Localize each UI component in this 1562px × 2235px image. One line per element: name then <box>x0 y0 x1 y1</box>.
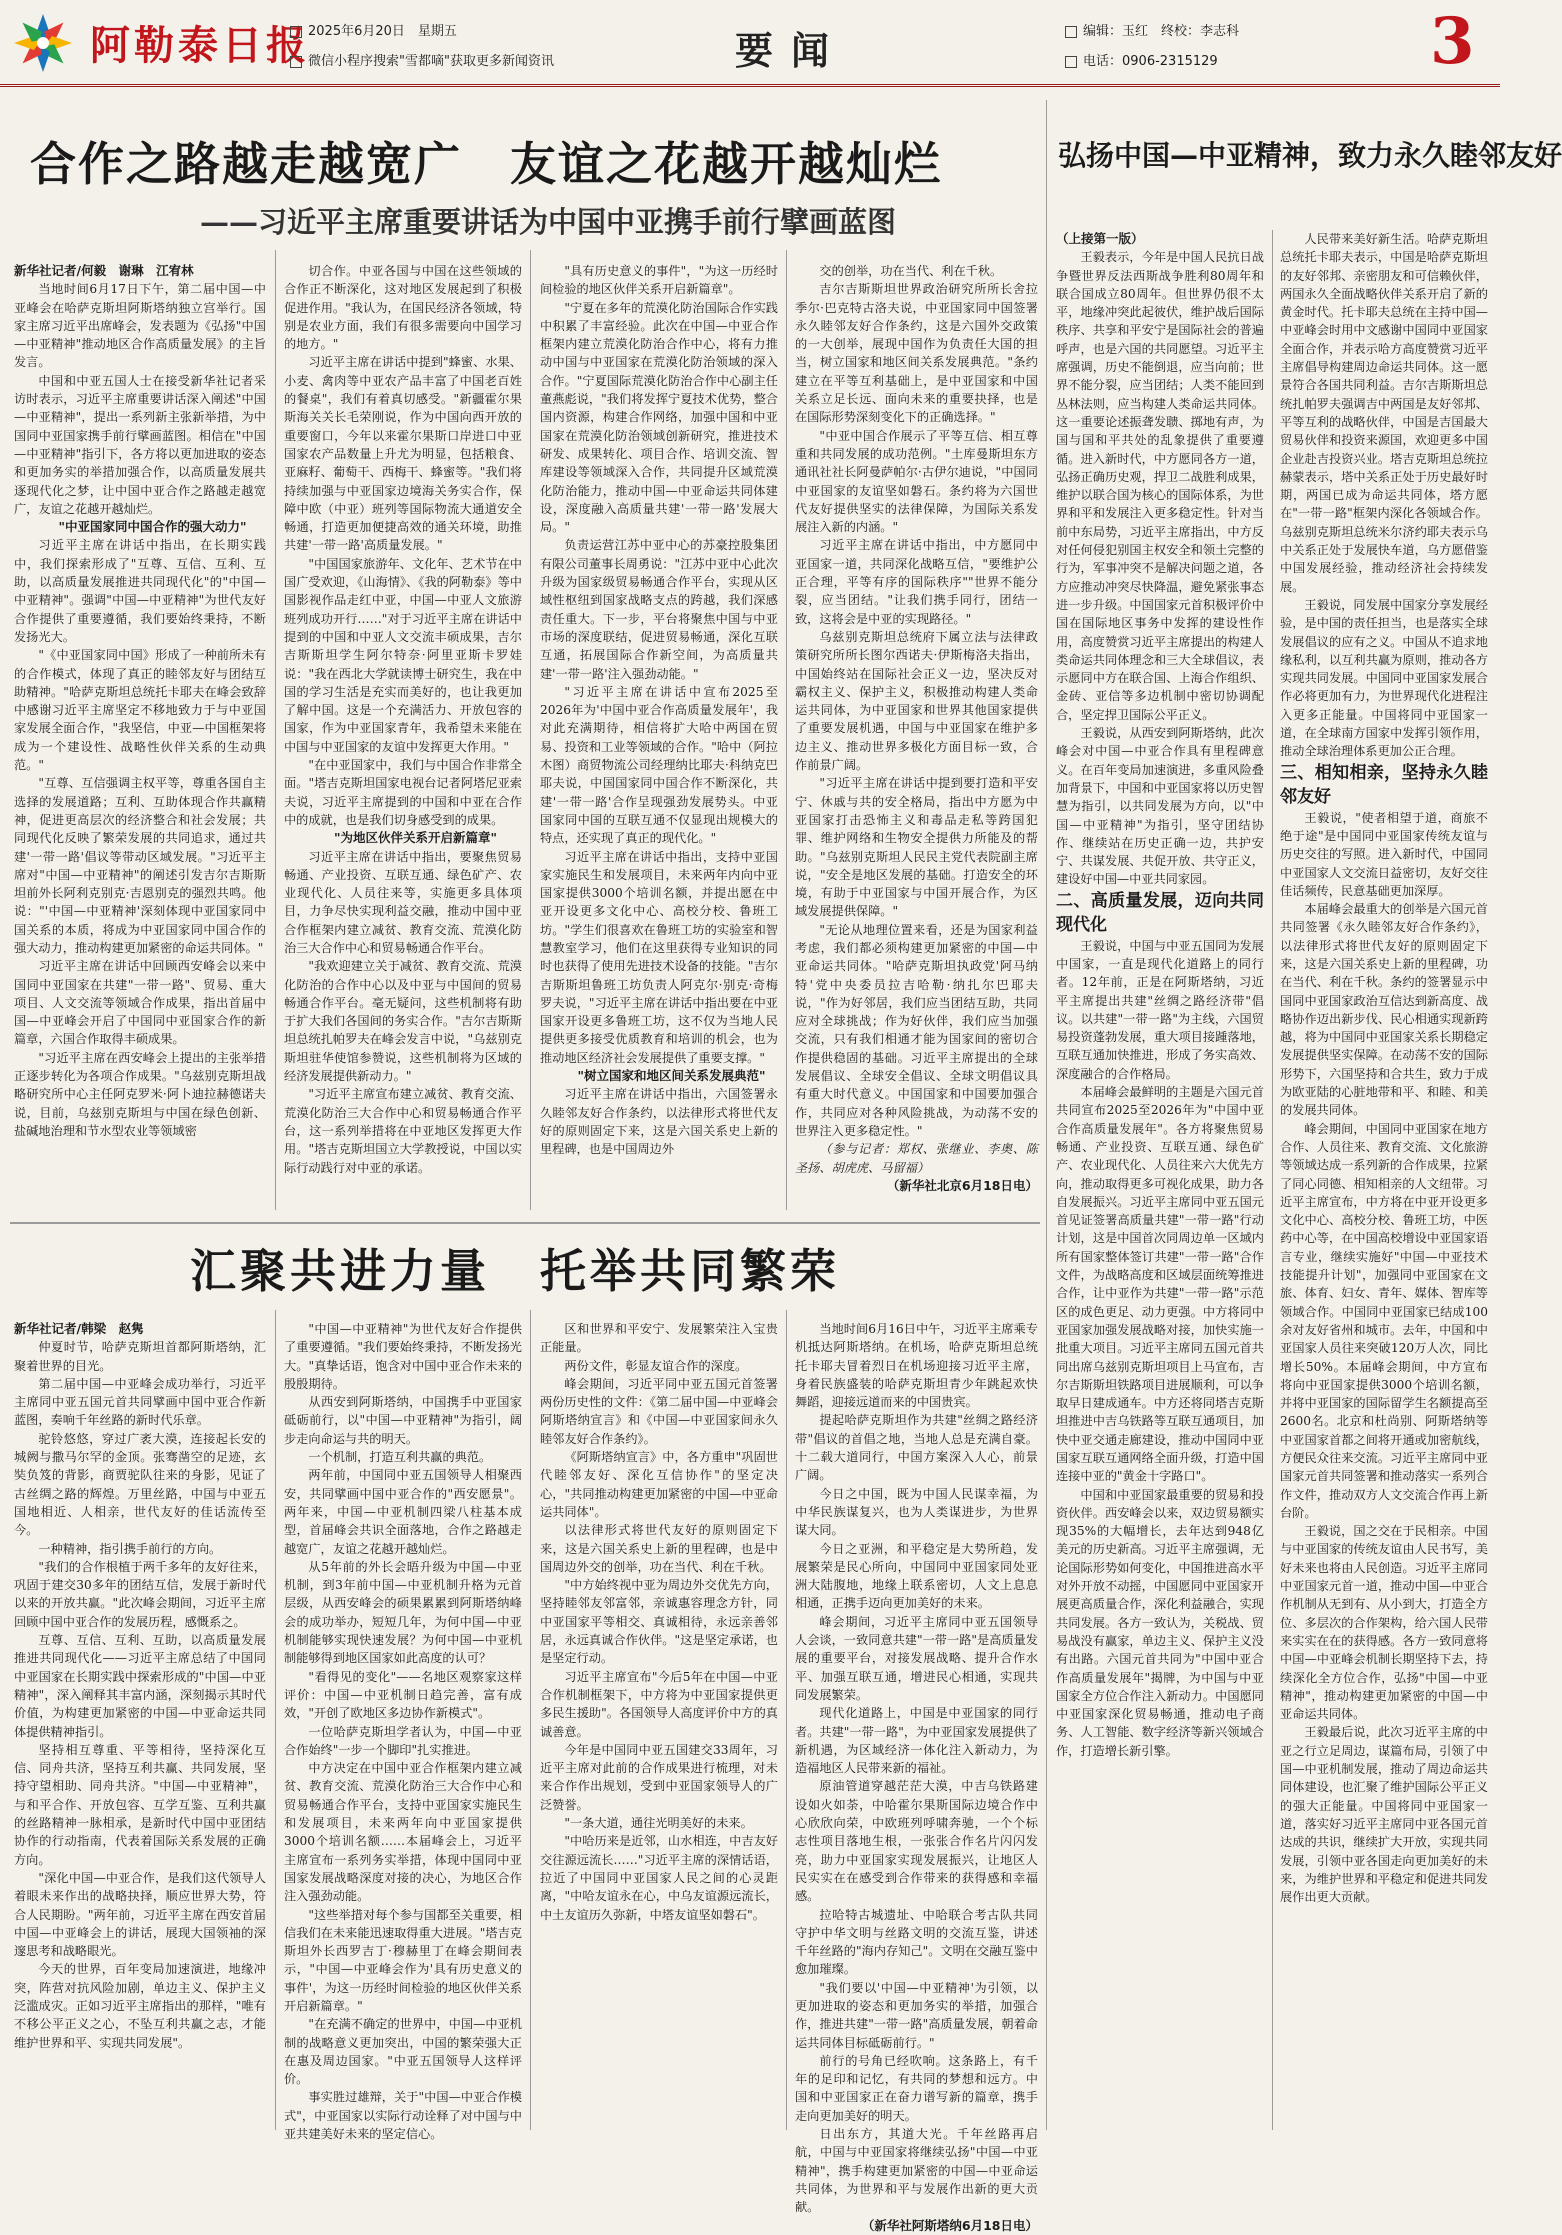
paragraph: 现代化道路上，中国是中亚国家的同行者。共建"一带一路"，为中亚国家发展提供了新机遇，为区域经济一体化注入新动力，为造福地区人民带来新的福祉。 <box>795 1706 1038 1776</box>
lead-signoff: （新华社北京6月18日电） <box>886 1177 1038 1193</box>
divider-vertical <box>1046 100 1047 2130</box>
sidebar-headline: 弘扬中国—中亚精神，致力永久睦邻友好 <box>1058 139 1562 172</box>
lead-col2b-body <box>284 848 522 1177</box>
contact-phone-text: 电话：0906-2315129 <box>1083 54 1218 69</box>
newspaper-logo-icon <box>12 12 74 74</box>
paragraph: 习近平主席宣布"今后5年在中国—中亚合作机制框架下，中方将为中亚国家提供更多民生援助"。各国领导人高度评价中方的真诚善意。 <box>540 1669 778 1739</box>
lead-col3-body <box>540 262 778 1067</box>
paragraph: 一种精神，指引携手前行的方向。 <box>38 1541 222 1556</box>
paragraph: "看得见的变化"——名地区观察家这样评价：中国—中亚机制日趋完善，富有成效，"开创了欧地区多边协作新模式"。 <box>284 1669 522 1721</box>
paragraph: 日出东方，其道大光。千年丝路再启航，中国与中亚国家将继续弘扬"中国—中亚精神"，携手构建更加紧密的中国—中亚命运共同体，为世界和平与发展作出新的更大贡献。 <box>795 2127 1038 2215</box>
paragraph: "宁夏在多年的荒漠化防治国际合作实践中积累了丰富经验。此次在中国—中亚合作框架内建立荒漠化防治合作中心，将有力推动中国与中亚国家在荒漠化防治领域的深入合作。"宁夏国际荒漠化防治合作中心副主任董燕彪说，"我们将发挥宁夏技术优势，整合国内资源，构建合作网络，加强中国和中亚国家在荒漠化防治领域创新研究，推进技术研发、成果转化、项目合作、培训交流、智库建设等领域深入合作，共同提升区域荒漠化防治能力，推动中国—中亚命运共同体建设，深度融入高质量共建'一带一路'发展大局。" <box>540 300 778 535</box>
lead-subhead-2: "为地区伙伴关系开启新篇章" <box>333 830 498 846</box>
paragraph: "在充满不确定的世界中，中国—中亚机制的战略意义更加突出，中国的繁荣强大正在惠及周边国家。"中亚五国领导人这样评价。 <box>284 2017 522 2087</box>
column-divider <box>530 250 531 1210</box>
paragraph: 坚持相互尊重、平等相待，坚持深化互信、同舟共济，坚持互利共赢、共同发展，坚持守望相助、同舟共济。"中国—中亚精神"，与和平合作、开放包容、互学互鉴、互利共赢的丝路精神一脉相承，是新时代中国中亚团结协作的行动指南，代表着国际关系发展的正确方向。 <box>14 1742 266 1867</box>
paragraph: "我们的合作根植于两千多年的友好往来，巩固于建交30多年的团结互信，发展于新时代以来的开放共赢。"此次峰会期间，习近平主席回顾中国中亚合作的发展历程，感慨系之。 <box>14 1559 266 1629</box>
column-divider <box>786 250 787 1210</box>
sidebar-column-1 <box>1056 230 1264 2130</box>
paragraph: 王毅说，国之交在于民相亲。中国与中亚国家的传统友谊由人民书写，美好未来也将由人民创造。习近平主席同中亚国家元首一道，推动中国—中亚合作机制从无到有、从小到大，打造全方位、多层次的合作架构，给六国人民带来实实在在的获得感。各方一致同意将中国—中亚峰会机制长期坚持下去，持续深化全方位合作，弘扬"中国—中亚精神"，推动构建更加紧密的中国—中亚命运共同体。 <box>1280 1524 1488 1722</box>
paragraph: 原油管道穿越茫茫大漠，中吉乌铁路建设如火如荼，中哈霍尔果斯国际边境合作中心欣欣向荣，中欧班列呼啸奔驰，一个个标志性项目落地生根，一张张合作名片闪闪发亮，助力中亚国家实现发展振兴，让地区人民实实在在感受到合作带来的获得感和幸福感。 <box>795 1779 1038 1904</box>
paragraph: 切合作。中亚各国与中国在这些领域的合作正不断深化，这对地区发展起到了积极促进作用。"我认为，在国民经济各领域，特别是农业方面，我们有很多需要向中国学习的地方。" <box>284 264 522 352</box>
column-divider <box>275 1310 276 2130</box>
column-divider <box>1272 230 1273 2130</box>
checkbox-square-icon <box>290 56 302 68</box>
lead-col1-body <box>14 280 266 518</box>
paragraph: 今日之亚洲，和平稳定是大势所趋，发展繁荣是民心所向，中国同中亚国家同处亚洲大陆腹地，地缘上联系密切，人文上息息相通，正携手迈向更加美好的未来。 <box>795 1541 1038 1611</box>
paragraph: 负责运营江苏中亚中心的苏豪控股集团有限公司董事长周勇说："江苏中亚中心此次升级为国家级贸易畅通合作平台，实现从区域性枢纽到国家战略支点的跨越，我们深感责任重大。下一步，平台将聚焦中国与中亚市场的深度联结，促进贸易畅通，深化互联互通，拓展国际合作新空间，为高质量共建'一带一路'注入强劲动能。" <box>540 538 778 681</box>
paragraph: "习近平主席在西安峰会上提出的主张举措正逐步转化为各项合作成果。"乌兹别克斯坦战略研究所中心主任阿克罗米·阿卜迪拉赫德诺夫说，目前，乌兹别克斯坦与中国在绿色创新、盐碱地治理和节水型农业等领域密 <box>14 1050 266 1138</box>
lead-col4-body <box>795 262 1038 1140</box>
paragraph: 当地时间6月17日下午，第二届中国—中亚峰会在哈萨克斯坦阿斯塔纳独立宫举行。国家主席习近平出席峰会，发表题为《弘扬"中国—中亚精神"推动地区合作高质量发展》的主旨发言。 <box>14 282 266 370</box>
second-byline: 新华社记者/韩梁 赵隽 <box>14 1321 144 1336</box>
second-col1-body <box>14 1338 266 2052</box>
second-col3-body <box>540 1320 778 1924</box>
paragraph: 拉哈特古城遗址、中哈联合考古队共同守护中华文明与丝路文明的交流互鉴，讲述千年丝路的"海内存知己"。文明在交融互鉴中愈加璀璨。 <box>795 1907 1038 1977</box>
paragraph: 两年前，中国同中亚五国领导人相聚西安，共同擘画中国中亚合作的"西安愿景"。两年来，中国—中亚机制四梁八柱基本成型，首届峰会共识全面落地，合作之路越走越宽广，友谊之花越开越灿烂。 <box>284 1468 522 1556</box>
paragraph: 王毅说，同发展中国家分享发展经验，是中国的责任担当，也是落实全球发展倡议的应有之义。中国从不追求地缘私利，以互利共赢为原则，推动各方实现共同发展。中国同中亚国家发展合作必将更加有力，为世界现代化进程注入更多正能量。中国将同中亚国家一道，在全球南方国家中发挥引领作用，推动全球治理体系更加公正合理。 <box>1280 597 1488 759</box>
paragraph: 从5年前的外长会晤升级为中国—中亚机制，到3年前中国—中亚机制升格为元首层级，从西安峰会的硕果累累到阿斯塔纳峰会的成功举办，短短几年，为何中国—中亚机制能够实现快速发展？为何中国—中亚机制能够得到地区国家如此高度的认可？ <box>284 1559 522 1666</box>
second-col4-body <box>795 1320 1038 2217</box>
paragraph: 一个机制，打造互利共赢的典范。 <box>308 1450 492 1465</box>
sidebar-column-2 <box>1280 230 1488 2130</box>
paragraph: 中国和中亚五国人士在接受新华社记者采访时表示，习近平主席重要讲话深入阐述"中国—中亚精神"，提出一系列新主张新举措，为中国同中亚国家携手前行擘画蓝图。相信在"中国—中亚精神"指引下，各方将以更加进取的姿态和更加务实的举措加强合作，以高质量发展共逐现代化之梦，让中国中亚合作之路越走越宽广，友谊之花越开越灿烂。 <box>14 373 266 516</box>
paragraph: 一位哈萨克斯坦学者认为，中国—中亚合作始终"一步一个脚印"扎实推进。 <box>284 1724 522 1757</box>
paragraph: 今天的世界，百年变局加速演进，地缘冲突，阵营对抗风险加剧，单边主义、保护主义泛滥成灾。正如习近平主席指出的那样，"唯有不移公平正义之心，不坠互利共赢之志，才能维护世界和平、实现共同发展"。 <box>14 1962 266 2050</box>
second-column-3 <box>540 1320 778 2130</box>
paragraph: 驼铃悠悠，穿过广袤大漠，连接起长安的城阙与撒马尔罕的金顶。张骞凿空的足迹，玄奘负笈的背影，商贾驼队往来的身影，见证了古丝绸之路的辉煌。万里丝路，中国与中亚五国地相近、人相亲，世代友好的佳话流传至今。 <box>14 1431 266 1538</box>
lead-headline: 合作之路越走越宽广 友谊之花越开越灿烂 <box>30 137 942 191</box>
paragraph: 习近平主席在讲话中提到"蜂蜜、水果、小麦、禽肉等中亚农产品丰富了中国老百姓的餐桌"，我们有着真切感受。"新疆霍尔果斯海关关长毛荣刚说，作为中国向西开放的重要窗口，今年以来霍尔果斯口岸进口中亚国家农产品数量上升尤为明显，包括粮食、亚麻籽、葡萄干、西梅干、蜂蜜等。"我们将持续加强与中亚国家边境海关务实合作，保障中欧（中亚）班列等国际物流大通道安全畅通，打造更加便捷高效的通关环境，助推共建'一带一路'高质量发展。" <box>284 355 522 553</box>
paragraph: "这些举措对每个参与国都至关重要，相信我们在未来能迅速取得重大进展。"塔吉克斯坦外长西罗吉丁·穆赫里丁在峰会期间表示，"中国—中亚峰会作为'具有历史意义的事件'，为这一历经时间检验的地区伙伴关系开启新篇章。" <box>284 1907 522 2013</box>
paragraph: 中国和中亚国家最重要的贸易和投资伙伴。西安峰会以来，双边贸易额实现35%的大幅增长，去年达到948亿美元的历史新高。习近平主席强调，无论国际形势如何变化，中国推进高水平对外开放不动摇，中国愿同中亚国家开展更高质量合作，深化利益融合，实现共同发展。各方一致认为，关税战、贸易战没有赢家，单边主义、保护主义没有出路。六国元首共同为"中国中亚合作高质量发展年"揭牌，为中国与中亚国家全方位合作注入新动力。中国愿同中亚国家深化贸易畅通，推动电子商务、人工智能、数字经济等新兴领域合作，打造增长新引擎。 <box>1056 1487 1264 1758</box>
newspaper-name: 阿勒泰日报 <box>90 23 310 69</box>
sidebar-col2b-body <box>1280 809 1488 1907</box>
issue-date <box>290 20 457 39</box>
paragraph: 人民带来美好新生活。哈萨克斯坦总统托卡耶夫表示，中国是哈萨克斯坦的友好邻邦、亲密朋友和可信赖伙伴，两国永久全面战略伙伴关系开启了新的黄金时代。托卡耶夫总统在主持中国—中亚峰会时用中文感谢中国同中亚国家全面合作，并表示哈方高度赞赏习近平主席倡导构建周边命运共同体。这一愿景符合各国共同利益。吉尔吉斯斯坦总统扎帕罗夫强调吉中两国是友好邻邦、平等互利的战略伙伴，中国是吉国最大贸易伙伴和投资来源国，欢迎更多中国企业赴吉投资兴业。塔吉克斯坦总统拉赫蒙表示，塔中关系正处于历史最好时期，两国已成为命运共同体，塔方愿在"一带一路"框架内深化各领域合作。乌兹别克斯坦总统米尔济约耶夫表示乌中关系正处于发展快车道，乌方愿借鉴中国发展经验，推动经济社会持续发展。 <box>1280 232 1488 594</box>
paragraph: 王毅说，从西安到阿斯塔纳，此次峰会对中国—中亚合作具有里程碑意义。在百年变局加速演进，多重风险叠加背景下，中国和中亚国家将以历史智慧为指引，以共同发展为方向，以"中国—中亚精神"为指引，坚守团结协作、继续站在历史正确一边，共护安宁、共谋发展、共促开放、共守正义，建设好中国—中亚共同家园。 <box>1056 726 1264 887</box>
paragraph: "深化中国—中亚合作，是我们这代领导人着眼未来作出的战略抉择，顺应世界大势，符合人民期盼。"两年前，习近平主席在西安首届中国—中亚峰会上的讲话，展现大国领袖的深邃思考和战略眼光。 <box>14 1870 266 1959</box>
lead-subhead-3: "树立国家和地区间关系发展典范" <box>577 1068 766 1084</box>
paragraph: "互尊、互信强调主权平等，尊重各国自主选择的发展道路；互利、互助体现合作共赢精神，促进更高层次的经济整合和社会发展；共同现代化反映了繁荣发展的共同追求，通过共建'一带一路'倡议等带动区域发展。"习近平主席对"中国—中亚精神"的阐述引发吉尔吉斯斯坦前外长阿利克别克·吉恩别克的强烈共鸣。他说："'中国—中亚精神'深刻体现中亚国家同中国关系的本质，将成为中亚国家同中国合作的强大动力，推动构建更加紧密的命运共同体。" <box>14 776 266 955</box>
editor-credits-text: 编辑：玉红 终校：李志科 <box>1083 24 1240 39</box>
lead-column-4 <box>795 262 1038 1212</box>
paragraph: 从西安到阿斯塔纳，中国携手中亚国家砥砺前行，以"中国—中亚精神"为指引，阔步走向命运与共的明天。 <box>284 1395 522 1446</box>
lead-column-2 <box>284 262 522 1212</box>
lead-subheadline: ——习近平主席重要讲话为中国中亚携手前行擘画蓝图 <box>200 205 897 239</box>
sidebar-subhead-3: 三、相知相亲，坚持永久睦邻友好 <box>1280 762 1488 807</box>
paragraph: 以法律形式将世代友好的原则固定下来，这是六国关系史上新的里程碑，也是中国周边外交的创举，功在当代、利在千秋。 <box>540 1523 778 1574</box>
paragraph: 提起哈萨克斯坦作为共建"丝绸之路经济带"倡议的首倡之地，当地人总是充满自豪。十二载大道同行，中国方案深入人心，前景广阔。 <box>795 1413 1038 1483</box>
paragraph: "无论从地理位置来看，还是为国家利益考虑，我们都必须构建更加紧密的中国—中亚命运共同体。"哈萨克斯坦执政党'阿马纳特'党中央委员拉吉哈勒·纳扎尔巴耶夫说，"作为好邻居，我们应当团结互助，共同应对全球挑战；作为好伙伴，我们应当加强交流，只有我们相通才能为国家间的密切合作提供稳固的基础。习近平主席提出的全球发展倡议、全球安全倡议、全球文明倡议具有重大时代意义。中国国家和中国要加强合作，共同应对各种风险挑战，为动荡不安的世界注入更多稳定性。" <box>795 922 1038 1138</box>
paragraph: 中方决定在中国中亚合作框架内建立减贫、教育交流、荒漠化防治三大合作中心和贸易畅通合作平台，支持中亚国家实施民生和发展项目，未来两年向中亚国家提供3000个培训名额……本届峰会上，习近平主席宣布一系列务实举措，体现中国同中亚国家发展战略深度对接的决心，为地区合作注入强劲动能。 <box>284 1761 522 1904</box>
second-signoff: （新华社阿斯塔纳6月18日电） <box>861 2217 1038 2233</box>
paragraph: 王毅说，"使者相望于道，商旅不绝于途"是中国同中亚国家传统友谊与历史交往的写照。进入新时代，中国同中亚国家人文交流日益密切，友好交往佳话频传，民意基础更加深厚。 <box>1280 810 1488 898</box>
editor-credits <box>1065 20 1239 39</box>
paragraph: 两份文件，彰显友谊合作的深度。 <box>564 1358 748 1373</box>
contributors: （参与记者：郑权、张继业、李奥、陈圣扬、胡虎虎、马留福） <box>795 1142 1038 1175</box>
paragraph: 习近平主席在讲话中指出，在长期实践中，我们探索形成了"互尊、互信、互利、互助，以高质量发展推进共同现代化"的"中国—中亚精神"。强调"中国—中亚精神"为世代友好合作提供了重要遵循，我们要始终秉持，不断发扬光大。 <box>14 538 266 644</box>
sidebar-subhead-2: 二、高质量发展，迈向共同现代化 <box>1056 890 1264 935</box>
column-divider <box>275 250 276 1210</box>
sidebar-col1b-body <box>1056 937 1264 1760</box>
paragraph: "中国国家旅游年、文化年、艺术节在中国广受欢迎，《山海情》、《我的阿勒泰》等中国影视作品走红中亚，中国—中亚人文旅游班列成功开行……"对于习近平主席在讲话中提到的中国和中亚人文交流丰硕成果，吉尔吉斯斯坦学生阿尔特奈·阿里亚斯卡罗娃说："我在西北大学就读博士研究生，我在中国的学习生活是充实而美好的，也让我更加了解中国。这是一个充满活力、开放包容的国家，作为中亚国家青年，我希望未来能在中国与中亚国家的友谊中发挥更大作用。" <box>284 556 522 754</box>
column-divider <box>786 1310 787 2130</box>
paragraph: 前行的号角已经吹响。这条路上，有千年的足印和记忆，有共同的梦想和远方。中国和中亚国家正在奋力谱写新的篇章，携手走向更加美好的明天。 <box>795 2053 1038 2123</box>
lead-column-1 <box>14 262 266 1212</box>
paragraph: "习近平主席在讲话中提到要打造和平安宁、休戚与共的安全格局，指出中方愿为中亚国家打击恐怖主义和毒品走私等跨国犯罪、维护网络和生物安全提供力所能及的帮助。"乌兹别克斯坦人民民主党代表院副主席说，"安全是地区发展的基础。打造安全的环境，有助于中亚国家与中国开展合作，为区域发展提供保障。" <box>795 776 1038 919</box>
lead-column-3 <box>540 262 778 1212</box>
paragraph: 峰会期间，中国同中亚国家在地方合作、人员往来、教育交流、文化旅游等领域达成一系列新的合作成果，拉紧了同心同德、相知相亲的人文纽带。习近平主席宣布，中方将在中亚开设更多文化中心、高校分校、鲁班工坊，中医药中心等，在中国高校增设中亚国家语言专业，继续实施好"中国—中亚技术技能提升计划"，加强同中亚国家在文旅、体育、妇女、青年、媒体、智库等领域合作。中国同中亚国家已结成100余对友好省州和城市。去年，中国和中亚国家人员往来突破120万人次，同比增长50%。本届峰会期间，中方宣布将向中亚国家提供3000个培训名额，并将中亚国家的国际留学生名额提高至2600名。北京和杜尚别、阿斯塔纳等中亚国家首都之间将开通或加密航线，方便民众往来交流。习近平主席同中亚国家元首共同签署和推动落实一系列合作文件，推动双方人文交流合作再上新台阶。 <box>1280 1121 1488 1520</box>
paragraph: 习近平主席在讲话中指出，要聚焦贸易畅通、产业投资、互联互通、绿色矿产、农业现代化、人员往来等，实施更多具体项目，力争尽快实现利益交融，推动中国中亚合作框架内建立减贫、教育交流、荒漠化防治三大合作中心和贸易畅通合作平台。 <box>284 849 522 955</box>
paragraph: 吉尔吉斯斯坦世界政治研究所所长舍拉季尔·巴克特古洛夫说，中亚国家同中国签署永久睦邻友好合作条约，这是六国外交政策的一大创举，展现中国作为负责任大国的担当，树立国家和地区间关系发展典范。"条约建立在平等互利基础上，是中亚国家和中国关系立足长远、面向未来的重要抉择，也是在国际形势深刻变化下的正确选择。" <box>795 282 1038 425</box>
paragraph: "中方始终视中亚为周边外交优先方向，坚持睦邻友邻富邻，亲诚惠容理念方针，同中亚国家平等相交、真诚相待，永远亲善邻居，永远真诚合作伙伴。"这是坚定承诺，也是坚定行动。 <box>540 1578 778 1666</box>
second-column-2 <box>284 1320 522 2142</box>
paragraph: "在中亚国家中，我们与中国合作非常全面。"塔吉克斯坦国家电视台记者阿塔尼亚索夫说，习近平主席提到的中国和中亚在合作中的成就，也是我们切身感受到的成果。 <box>284 758 522 827</box>
lead-col1b-body <box>14 536 266 1140</box>
paragraph: 王毅最后说，此次习近平主席的中亚之行立足周边，谋篇布局，引领了中国—中亚机制发展，推动了周边命运共同体建设，也汇聚了维护国际公平正义的强大正能量。中国将同中亚国家一道，落实好习近平主席同中亚各国元首达成的共识，继续扩大开放，实现共同发展，引领中亚各国走向更加美好的未来，为维护世界和平稳定和促进共同发展作出更大贡献。 <box>1280 1725 1488 1905</box>
masthead <box>0 0 1500 87</box>
paragraph: 当地时间6月16日中午，习近平主席乘专机抵达阿斯塔纳。在机场，哈萨克斯坦总统托卡耶夫冒着烈日在机场迎接习近平主席，身着民族盛装的哈萨克斯坦青少年跳起欢快舞蹈，迎接远道而来的中国贵宾。 <box>795 1322 1038 1410</box>
second-col2-body <box>284 1320 522 2143</box>
checkbox-square-icon <box>1065 26 1077 38</box>
paragraph: 事实胜过雄辩，关于"中国—中亚合作模式"，中亚国家以实际行动诠释了对中国与中亚共建美好未来的坚定信心。 <box>284 2090 522 2142</box>
lead-byline: 新华社记者/何毅 谢琳 江宥林 <box>14 263 194 278</box>
continued-from: （上接第一版） <box>1056 231 1144 246</box>
page-number: 3 <box>1430 4 1475 79</box>
paragraph: 习近平主席在讲话中回顾西安峰会以来中国同中亚国家在共建"一带一路"、贸易、重大项目、人文交流等领域合作成果，指出首届中国—中亚峰会开启了中国同中亚国家合作的新篇章，六国合作取得丰硕成果。 <box>14 959 266 1047</box>
paragraph: 本届峰会最重大的创举是六国元首共同签署《永久睦邻友好合作条约》，以法律形式将世代友好的原则固定下来，这是六国关系史上新的里程碑，功在当代、利在千秋。条约的签署显示中国同中亚国家政治互信达到新高度、战略协作迈出新步伐、民心相通实现新跨越，将为中国同中亚国家关系长期稳定发展提供坚实保障。在动荡不安的国际形势下，六国坚持和合共生，致力于成为欧亚陆的心脏地带和平、和睦、和美的发展共同体。 <box>1280 902 1488 1118</box>
paragraph: 王毅表示，今年是中国人民抗日战争暨世界反法西斯战争胜利80周年和联合国成立80周年。但世界仍很不太平，地缘冲突此起彼伏，维护战后国际秩序、共享和平安宁是国际社会的普遍呼声，也是六国的共同愿望。习近平主席强调，历史不能倒退，应当向前；世界不能分裂，应当团结；人类不能回到丛林法则，应当构建人类命运共同体。这一重要论述振聋发聩、掷地有声，为国与国和平共处的乱象提供了重要遵循。进入新时代，中方愿同各方一道，弘扬正确历史观，捍卫二战胜利成果，维护以联合国为核心的国际体系，为世界和平和发展注入更多稳定性。针对当前中东局势，习近平主席指出，中方反对任何侵犯别国主权安全和领土完整的行为，军事冲突不是解决问题之道，各方应推动冲突尽快降温，避免紧张事态进一步升级。中国国家元首积极评价中国在国际地区事务中发挥的建设性作用，高度赞赏习近平主席提出的构建人类命运共同体理念和三大全球倡议，表示愿同中方在联合国、上海合作组织、金砖、亚信等多边机制中密切协调配合，坚定捍卫国际公平正义。 <box>1056 250 1264 722</box>
paragraph: 峰会期间，习近平主席同中亚五国领导人会谈，一致同意共建"一带一路"是高质量发展的重要平台，对接发展战略、提升合作水平、加强互联互通，增进民心相通，实现共同发展繁荣。 <box>795 1614 1038 1702</box>
second-column-1 <box>14 1320 266 2130</box>
checkbox-square-icon <box>290 26 302 38</box>
paragraph: 王毅说，中国与中亚五国同为发展中国家，一直是现代化道路上的同行者。12年前，正是在阿斯塔纳，习近平主席提出共建"丝绸之路经济带"倡议。以共建"一带一路"为主线，六国贸易投资蓬勃发展，重大项目接踵落地，互联互通加快推进，形成了务实高效、深度融合的合作格局。 <box>1056 938 1264 1081</box>
lead-col3b-body <box>540 1085 778 1158</box>
issue-date-text: 2025年6月20日 星期五 <box>308 24 457 39</box>
paragraph: 习近平主席在讲话中指出，支持中亚国家实施民生和发展项目，未来两年内向中亚国家提供3000个培训名额，并提出愿在中亚开设更多文化中心、高校分校、鲁班工坊。"学生们很喜欢在鲁班工坊的实验室和智慧教室学习，他们在这里获得专业知识的同时也获得了使用先进技术设备的技能。"吉尔吉斯斯坦鲁班工坊负责人阿克尔·别克·奇梅罗夫说，"习近平主席在讲话中指出要在中亚国家开设更多鲁班工坊，这不仅为当地人民提供更多接受优质教育和培训的机会，也为推动地区经济社会发展提供了重要支撑。" <box>540 849 778 1065</box>
paragraph: 习近平主席在讲话中指出，六国签署永久睦邻友好合作条约，以法律形式将世代友好的原则固定下来，这是六国关系史上新的里程碑，也是中国周边外 <box>540 1087 778 1157</box>
paragraph: "中哈历来是近邻，山水相连，中吉友好交往源远流长……"习近平主席的深情话语，拉近了中国同中亚国家人民之间的心灵距离，"中哈友谊永在心，中乌友谊源远流长，中土友谊历久弥新，中塔友谊坚如磐石"。 <box>540 1834 778 1922</box>
paragraph: "习近平主席在讲话中宣布2025至2026年为'中国中亚合作高质量发展年'，我对此充满期待，相信将扩大哈中两国在贸易、投资和工业等领域的合作。"哈中（阿拉木图）商贸物流公司经理纳比耶夫·科纳克巴耶夫说，中国国家同中国合作不断深化，共建'一带一路'合作呈现强劲发展势头。中亚国家同中国的互联互通不仅显现出规模大的特点，还实现了真正的现代化。" <box>540 684 778 846</box>
paragraph: "一条大道，通往光明美好的未来。 <box>564 1816 753 1831</box>
second-column-4 <box>795 1320 1038 2233</box>
paragraph: 交的创举，功在当代、利在千秋。 <box>819 264 1003 278</box>
sidebar-col1-body <box>1056 248 1264 888</box>
sidebar-col2-body <box>1280 230 1488 761</box>
paragraph: "习近平主席宣布建立减贫、教育交流、荒漠化防治三大合作中心和贸易畅通合作平台，这一系列举措将在中亚地区发挥更大作用。"塔吉克斯坦国立大学教授说，中国以实际行动践行对中亚的承诺。 <box>284 1087 522 1175</box>
paragraph: 仲夏时节，哈萨克斯坦首都阿斯塔纳，汇聚着世界的目光。 <box>14 1340 266 1373</box>
paragraph: "中亚中国合作展示了平等互信、相互尊重和共同发展的成功范例。"土库曼斯坦东方通讯社社长阿曼萨帕尔·古伊尔迪说，"中国同中亚国家的友谊坚如磐石。条约将为六国世代友好提供坚实的法律保障，为国际关系发展注入新的内涵。" <box>795 428 1038 535</box>
lead-col2-body <box>284 262 522 829</box>
paragraph: 习近平主席在讲话中指出，中方愿同中亚国家一道，共同深化战略互信，"要维护公正合理，平等有序的国际秩序""世界不能分裂，应当团结。"让我们携手同行，团结一致，这将会是中亚的实现路径。" <box>795 538 1038 626</box>
second-headline: 汇聚共进力量 托举共同繁荣 <box>190 1244 840 1298</box>
wechat-promo <box>290 50 554 69</box>
paragraph: "我欢迎建立关于减贫、教育交流、荒漠化防治的合作中心以及中亚与中国间的贸易畅通合作平台。毫无疑问，这些机制将有助于扩大我们各国间的务实合作。"吉尔吉斯斯坦总统扎帕罗夫在峰会发言中说，"乌兹别克斯坦驻华使馆参赞说，这些机制将为区域的经济发展提供新动力。" <box>284 959 522 1084</box>
paragraph: 今日之中国，既为中国人民谋幸福，为中华民族谋复兴，也为人类谋进步，为世界谋大同。 <box>795 1486 1038 1538</box>
section-name: 要闻 <box>735 28 848 73</box>
paragraph: 互尊、互信、互利、互助，以高质量发展推进共同现代化——习近平主席总结了中国同中亚国家在长期实践中探索形成的"中国—中亚精神"，深入阐释其丰富内涵，深刻揭示其时代价值，为构建更加紧密的中国—中亚命运共同体提供精神指引。 <box>14 1633 266 1739</box>
paragraph: "具有历史意义的事件"，"为这一历经时间检验的地区伙伴关系开启新篇章"。 <box>540 264 778 297</box>
paragraph: 区和世界和平安宁、发展繁荣注入宝贵正能量。 <box>540 1322 778 1355</box>
paragraph: "《中亚国家同中国》形成了一种前所未有的合作模式，体现了真正的睦邻友好与团结互助精神。"哈萨克斯坦总统托卡耶夫在峰会致辞中感谢习近平主席坚定不移地致力于与中亚国家发展全面合作，"我坚信，中亚—中国框架将成为一个建设性、战略性伙伴关系的生动典范。" <box>14 648 266 773</box>
paragraph: 今年是中国同中亚五国建交33周年，习近平主席对此前的合作成果进行梳理，对未来合作作出规划，受到中亚国家领导人的广泛赞誉。 <box>540 1742 778 1812</box>
divider-horizontal <box>10 1222 1040 1224</box>
paragraph: 乌兹别克斯坦总统府下属立法与法律政策研究所所长图尔西诺夫·伊斯梅洛夫指出，中国始终站在国际社会正义一边，坚决反对霸权主义、保护主义，积极推动构建人类命运共同体，为中亚国家和世界其他国家提供了重要发展机遇，中国与中亚国家在维护多边主义、推动世界多极化方面目标一致，合作前景广阔。 <box>795 629 1038 773</box>
paragraph: "我们要以'中国—中亚精神'为引领，以更加进取的姿态和更加务实的举措，加强合作，推进共建"一带一路"高质量发展，朝着命运共同体目标砥砺前行。" <box>795 1980 1038 2050</box>
column-divider <box>530 1310 531 2130</box>
checkbox-square-icon <box>1065 56 1077 68</box>
wechat-promo-text: 微信小程序搜索"雪都嘀"获取更多新闻资讯 <box>308 54 554 69</box>
paragraph: 本届峰会最鲜明的主题是六国元首共同宣布2025至2026年为"中国中亚合作高质量发展年"。各方将聚焦贸易畅通、产业投资、互联互通、绿色矿产、农业现代化、人员往来六大优先方向，推动取得更多可视化成果，助力各自发展振兴。习近平主席同中亚五国元首见证签署高质量共建"一带一路"行动计划，这是中国首次同周边单一区域内所有国家整体签订共建"一带一路"合作文件，为战略高度和区域层面统筹推进合作，让中亚作为共建"一带一路"示范区的成色更足、动力更强。中方将同中亚国家加强发展战略对接，加快实施一批重大项目。习近平主席同五国元首共同出席乌兹别克斯坦项目上马宣布，吉尔吉斯斯坦铁路项目进展顺利，可以争取早日建成通车。中方还将同塔吉克斯坦推进中吉乌铁路等互联互通项目，加快中亚交通走廊建设，推动中国同中亚国家互联互通网络全面升级，打造中国连接中亚的"黄金十字路口"。 <box>1056 1085 1264 1484</box>
paragraph: 峰会期间，习近平同中亚五国元首签署两份历史性的文件：《第二届中国—中亚峰会阿斯塔纳宣言》和《中国—中亚国家间永久睦邻友好合作条约》。 <box>540 1376 778 1446</box>
paragraph: "中国—中亚精神"为世代友好合作提供了重要遵循。"我们要始终秉持，不断发扬光大。"真挚话语，饱含对中国中亚合作未来的殷殷期待。 <box>284 1322 522 1391</box>
paragraph: 第二届中国—中亚峰会成功举行，习近平主席同中亚五国元首共同擘画中国中亚合作新蓝图，奏响千年丝路的新时代乐章。 <box>14 1376 266 1428</box>
lead-subhead-1: "中亚国家同中国合作的强大动力" <box>58 519 247 535</box>
contact-phone <box>1065 50 1218 69</box>
paragraph: 《阿斯塔纳宣言》中，各方重申"巩固世代睦邻友好、深化互信协作"的坚定决心，"共同推动构建更加紧密的中国—中亚命运共同体"。 <box>540 1450 778 1519</box>
